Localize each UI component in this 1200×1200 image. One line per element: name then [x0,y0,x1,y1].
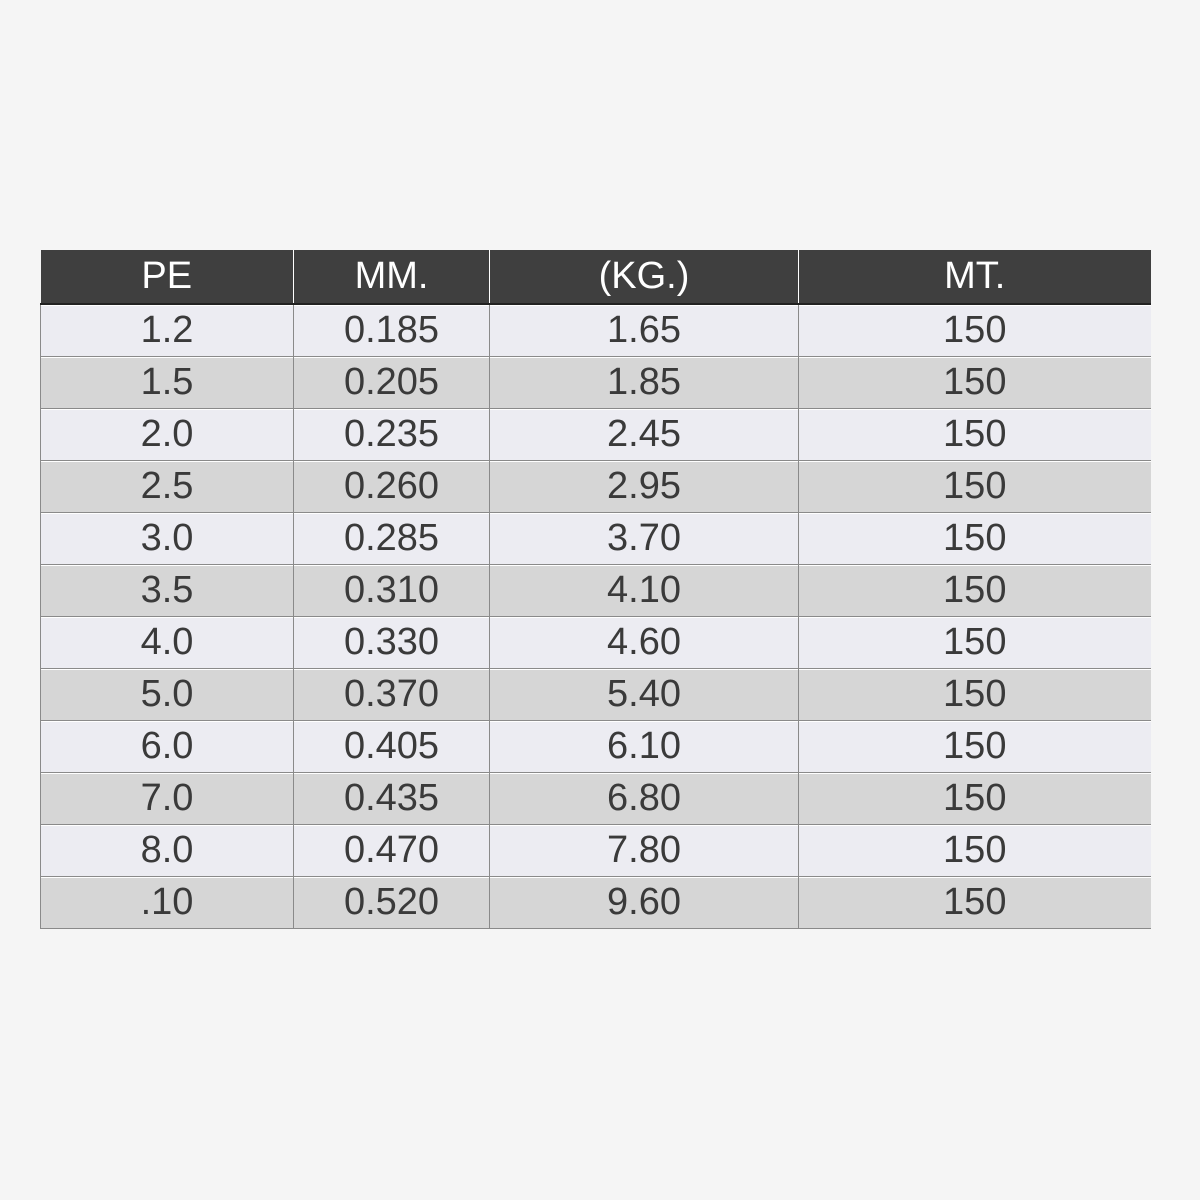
cell-mm: 0.310 [294,565,490,617]
cell-mm: 0.185 [294,304,490,357]
table-row [41,617,1151,669]
table-row [41,304,1151,357]
table-row [41,773,1151,825]
cell-mm: 0.205 [294,357,490,409]
cell-pe: 2.0 [41,409,294,461]
table-header [41,250,1151,304]
cell-pe: 6.0 [41,721,294,773]
cell-mt: 150 [799,825,1151,877]
cell-mt: 150 [799,513,1151,565]
cell-mt: 150 [799,877,1151,929]
table-row [41,721,1151,773]
line-spec-table [40,250,1151,929]
cell-kg: 3.70 [490,513,799,565]
table-row [41,513,1151,565]
cell-kg: 1.65 [490,304,799,357]
header-row [41,250,1151,304]
table-row [41,877,1151,929]
table-body [41,304,1151,929]
cell-mt: 150 [799,721,1151,773]
cell-pe: 3.0 [41,513,294,565]
cell-mm: 0.370 [294,669,490,721]
cell-mt: 150 [799,565,1151,617]
cell-kg: 7.80 [490,825,799,877]
header-pe: PE [41,250,294,304]
cell-mt: 150 [799,304,1151,357]
cell-kg: 4.60 [490,617,799,669]
cell-pe: 5.0 [41,669,294,721]
cell-pe: 8.0 [41,825,294,877]
cell-mm: 0.435 [294,773,490,825]
cell-kg: 2.45 [490,409,799,461]
header-kg: (KG.) [490,250,799,304]
table-row [41,357,1151,409]
cell-pe: 1.5 [41,357,294,409]
cell-mm: 0.260 [294,461,490,513]
cell-mt: 150 [799,461,1151,513]
cell-mm: 0.470 [294,825,490,877]
header-mt: MT. [799,250,1151,304]
cell-mt: 150 [799,773,1151,825]
cell-pe: 2.5 [41,461,294,513]
table-row [41,565,1151,617]
cell-mm: 0.405 [294,721,490,773]
table-row [41,825,1151,877]
table-row [41,409,1151,461]
cell-pe: 7.0 [41,773,294,825]
cell-kg: 6.80 [490,773,799,825]
cell-kg: 9.60 [490,877,799,929]
cell-mt: 150 [799,617,1151,669]
cell-kg: 4.10 [490,565,799,617]
cell-mm: 0.235 [294,409,490,461]
header-mm: MM. [294,250,490,304]
cell-kg: 6.10 [490,721,799,773]
cell-mm: 0.330 [294,617,490,669]
table-row [41,669,1151,721]
cell-mm: 0.520 [294,877,490,929]
cell-mt: 150 [799,409,1151,461]
cell-mm: 0.285 [294,513,490,565]
cell-kg: 5.40 [490,669,799,721]
cell-mt: 150 [799,669,1151,721]
cell-pe: 1.2 [41,304,294,357]
cell-mt: 150 [799,357,1151,409]
cell-kg: 1.85 [490,357,799,409]
cell-pe: .10 [41,877,294,929]
cell-pe: 4.0 [41,617,294,669]
table-row [41,461,1151,513]
cell-kg: 2.95 [490,461,799,513]
cell-pe: 3.5 [41,565,294,617]
